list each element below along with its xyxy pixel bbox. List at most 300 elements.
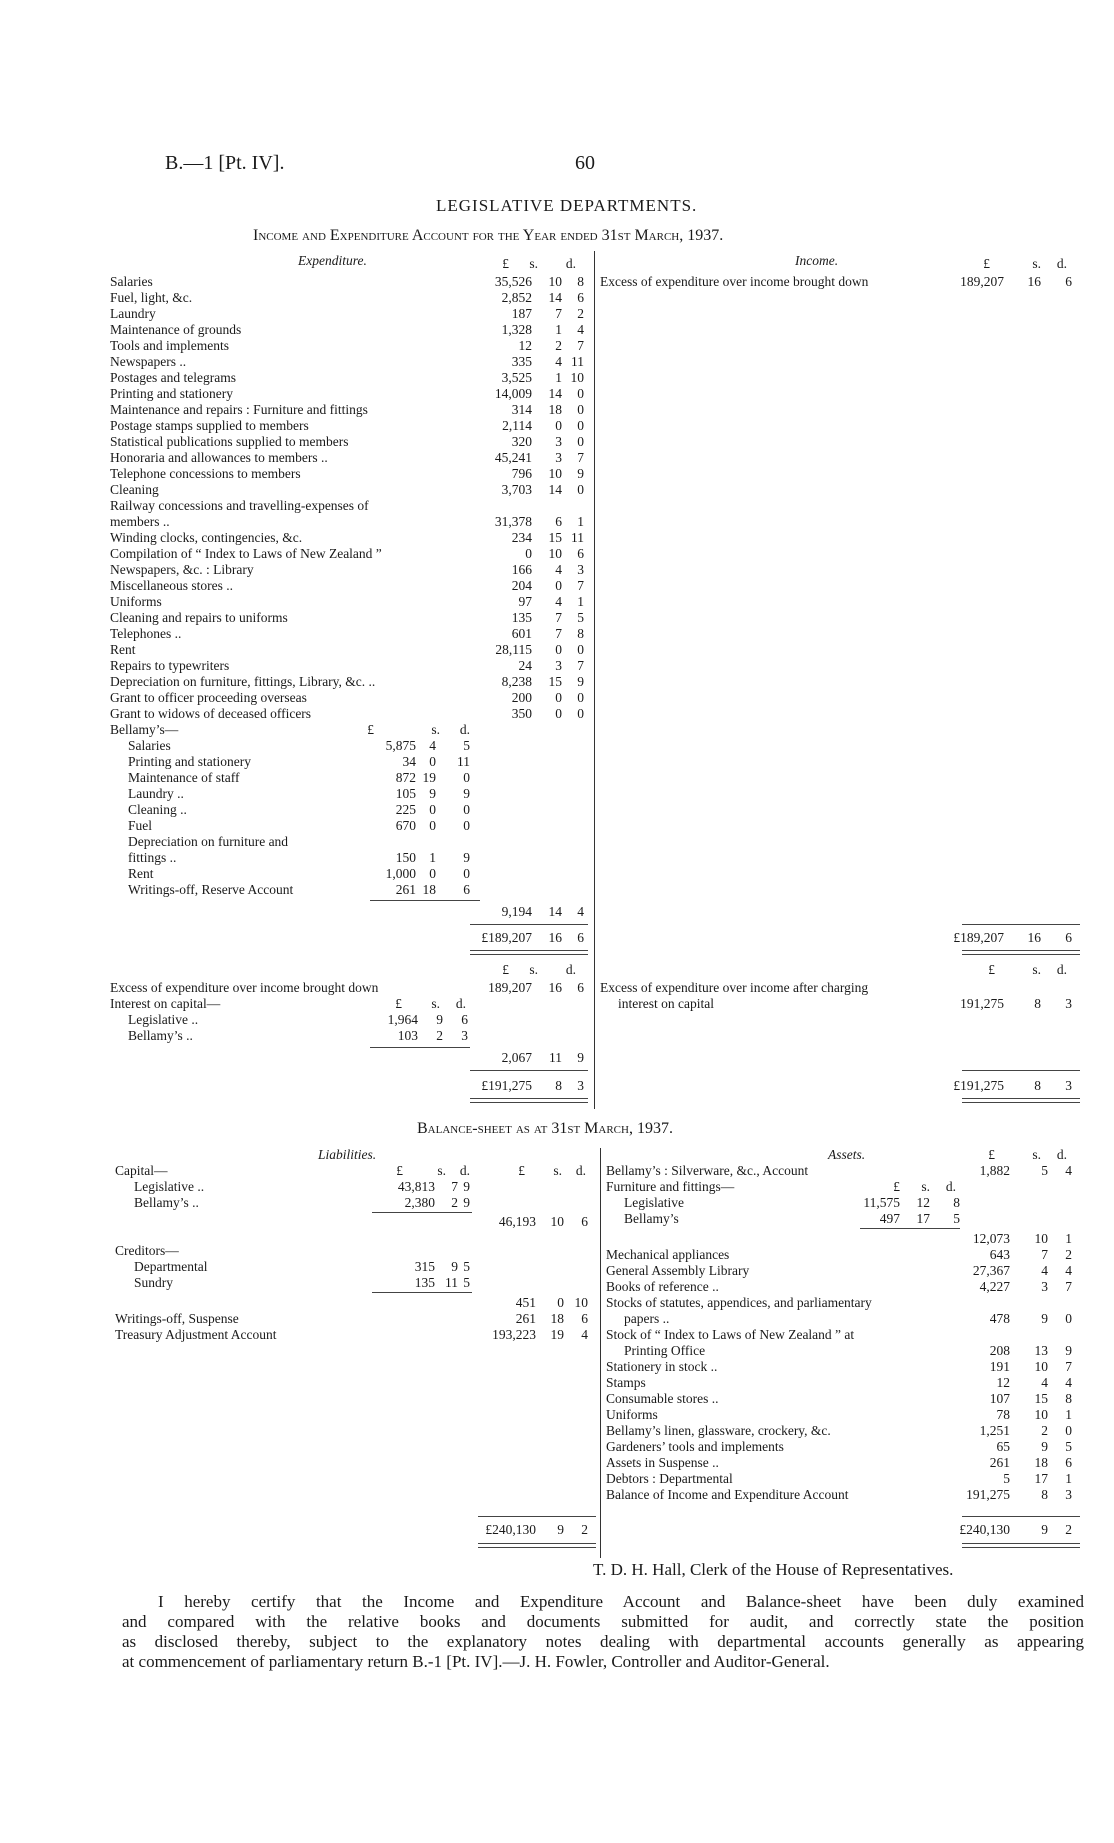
amount-shillings: 2 bbox=[436, 1028, 443, 1043]
row-label: Tools and implements bbox=[110, 338, 230, 353]
amount-shillings: 4 bbox=[555, 594, 562, 609]
amount-shillings: 10 bbox=[548, 274, 562, 289]
amount-pence: 11 bbox=[571, 354, 584, 369]
amount-shillings: 2 bbox=[555, 338, 562, 353]
amount-pounds: 166 bbox=[511, 562, 532, 577]
row-label: Excess of expenditure over income brought down bbox=[110, 980, 379, 995]
heading-pound: £ bbox=[502, 962, 509, 977]
row-label: Telephones .. bbox=[110, 626, 182, 641]
row-label: Legislative .. bbox=[128, 1012, 199, 1027]
expenditure-row bbox=[0, 386, 1114, 402]
amount-pounds: 478 bbox=[989, 1311, 1010, 1326]
row-label: Postages and telegrams bbox=[110, 370, 236, 385]
amount-pounds: 193,223 bbox=[492, 1327, 536, 1342]
bellamys-row bbox=[0, 786, 1114, 802]
expenditure-row bbox=[0, 482, 1114, 498]
amount-pounds: 225 bbox=[395, 802, 416, 817]
amount-shillings: 10 bbox=[548, 466, 562, 481]
certificate-line: and compared with the relative books and documents submitted for audit, and correctly state the position bbox=[122, 1612, 1084, 1631]
amount-pence: 5 bbox=[1065, 1439, 1072, 1454]
expenditure-row bbox=[0, 466, 1114, 482]
amount-pence: 6 bbox=[461, 1012, 468, 1027]
amount-shillings: 16 bbox=[548, 980, 562, 995]
income-total bbox=[0, 930, 1114, 946]
income-heading: Income. bbox=[795, 253, 839, 268]
furniture-row bbox=[0, 1195, 1114, 1211]
row-label: Legislative .. bbox=[134, 1179, 205, 1194]
amount-pounds: 135 bbox=[414, 1275, 435, 1290]
expenditure-row bbox=[0, 498, 1114, 514]
row-label: Winding clocks, contingencies, &c. bbox=[110, 530, 303, 545]
asset-row bbox=[0, 1263, 1114, 1279]
heading-pound: £ bbox=[502, 256, 509, 271]
amount-pence: 6 bbox=[463, 882, 470, 897]
amount-shillings: 0 bbox=[429, 818, 436, 833]
amount-pence: 4 bbox=[1065, 1375, 1072, 1390]
amount-pence: 6 bbox=[1065, 1455, 1072, 1470]
asset-row bbox=[0, 1391, 1114, 1407]
row-label: Laundry bbox=[110, 306, 156, 321]
row-label: papers .. bbox=[624, 1311, 670, 1326]
amount-shillings: 14 bbox=[548, 904, 562, 919]
expenditure-row bbox=[0, 578, 1114, 594]
amount-pounds: £240,130 bbox=[485, 1522, 536, 1537]
amount-pence: 4 bbox=[577, 322, 584, 337]
amount-pence: 0 bbox=[463, 818, 470, 833]
amount-pounds: 2,380 bbox=[404, 1195, 435, 1210]
amount-pence: 9 bbox=[577, 1050, 584, 1065]
row-label: Compilation of “ Index to Laws of New Zealand ” bbox=[110, 546, 382, 561]
row-label: members .. bbox=[110, 514, 170, 529]
heading-d: d. bbox=[459, 1163, 470, 1178]
bellamys-row bbox=[0, 754, 1114, 770]
amount-pence: 9 bbox=[577, 674, 584, 689]
amount-pounds: £191,275 bbox=[953, 1078, 1004, 1093]
heading-d: d. bbox=[1056, 256, 1067, 271]
interest-row bbox=[0, 1028, 1114, 1044]
amount-pounds: 12 bbox=[996, 1375, 1010, 1390]
amount-pence: 0 bbox=[577, 434, 584, 449]
row-label: Salaries bbox=[110, 274, 153, 289]
amount-shillings: 3 bbox=[555, 434, 562, 449]
row-label: Honoraria and allowances to members .. bbox=[110, 450, 328, 465]
amount-shillings: 2 bbox=[1041, 1423, 1048, 1438]
row-label: Newspapers .. bbox=[110, 354, 187, 369]
asset-row bbox=[0, 1455, 1114, 1471]
heading-d: d. bbox=[575, 1163, 586, 1178]
amount-pounds: 204 bbox=[511, 578, 532, 593]
amount-shillings: 3 bbox=[555, 658, 562, 673]
second-left-total-rule bbox=[470, 1070, 588, 1071]
row-label: Legislative bbox=[624, 1195, 684, 1210]
heading-s: s. bbox=[437, 1163, 446, 1178]
second-right-double-rule bbox=[962, 1098, 1080, 1103]
row-label: Depreciation on furniture and bbox=[128, 834, 289, 849]
furniture-total-row bbox=[0, 1231, 1114, 1247]
page-title: LEGISLATIVE DEPARTMENTS. bbox=[436, 196, 698, 215]
amount-pounds: 1,251 bbox=[979, 1423, 1010, 1438]
amount-shillings: 18 bbox=[1034, 1455, 1048, 1470]
amount-shillings: 9 bbox=[1041, 1522, 1048, 1537]
amount-shillings: 18 bbox=[422, 882, 436, 897]
heading-s: s. bbox=[1032, 1147, 1041, 1162]
bellamys-row bbox=[0, 882, 1114, 898]
row-label: Books of reference .. bbox=[606, 1279, 719, 1294]
amount-pounds: 11,575 bbox=[863, 1195, 900, 1210]
amount-shillings: 8 bbox=[1034, 1078, 1041, 1093]
amount-pence: 0 bbox=[1065, 1311, 1072, 1326]
row-label: Writings-off, Reserve Account bbox=[128, 882, 294, 897]
amount-pounds: 8,238 bbox=[501, 674, 532, 689]
heading-s: s. bbox=[431, 996, 440, 1011]
amount-shillings: 4 bbox=[1041, 1375, 1048, 1390]
amount-shillings: 8 bbox=[555, 1078, 562, 1093]
amount-pence: 10 bbox=[570, 370, 584, 385]
heading-d: d. bbox=[565, 256, 576, 271]
amount-pence: 9 bbox=[463, 1179, 470, 1194]
amount-pence: 0 bbox=[577, 706, 584, 721]
amount-pounds: 350 bbox=[511, 706, 532, 721]
second-right-headings bbox=[0, 962, 1114, 978]
row-label: Printing and stationery bbox=[110, 386, 233, 401]
bellamys-total-row bbox=[0, 904, 1114, 920]
assets-main-headings bbox=[0, 1147, 1114, 1163]
amount-shillings: 7 bbox=[451, 1179, 458, 1194]
asset-row bbox=[0, 1279, 1114, 1295]
auditor-certificate bbox=[122, 1592, 1084, 1672]
amount-shillings: 19 bbox=[422, 770, 436, 785]
amount-shillings: 16 bbox=[1027, 930, 1041, 945]
asset-row bbox=[0, 1295, 1114, 1311]
heading-d: d. bbox=[1056, 1147, 1067, 1162]
amount-pounds: 24 bbox=[518, 658, 532, 673]
amount-pounds: 314 bbox=[511, 402, 532, 417]
amount-shillings: 9 bbox=[451, 1259, 458, 1274]
amount-pence: 0 bbox=[463, 802, 470, 817]
amount-shillings: 0 bbox=[429, 866, 436, 881]
amount-shillings: 4 bbox=[429, 738, 436, 753]
amount-pounds: 43,813 bbox=[397, 1179, 435, 1194]
expenditure-row bbox=[0, 514, 1114, 530]
expenditure-row bbox=[0, 674, 1114, 690]
income-expenditure-subtitle: Income and Expenditure Account for the Year ended 31st March, 1937. bbox=[253, 227, 724, 244]
expenditure-row bbox=[0, 402, 1114, 418]
row-label: Balance of Income and Expenditure Account bbox=[606, 1487, 849, 1502]
asset-row bbox=[0, 1327, 1114, 1343]
amount-shillings: 17 bbox=[916, 1211, 930, 1226]
amount-pounds: 335 bbox=[511, 354, 532, 369]
amount-pounds: 150 bbox=[395, 850, 416, 865]
amount-shillings: 9 bbox=[436, 1012, 443, 1027]
amount-shillings: 7 bbox=[1041, 1247, 1048, 1262]
row-label: Printing Office bbox=[624, 1343, 706, 1358]
row-label: Treasury Adjustment Account bbox=[115, 1327, 277, 1342]
expenditure-row bbox=[0, 642, 1114, 658]
amount-pounds: 189,207 bbox=[960, 274, 1004, 289]
amount-pounds: 187 bbox=[511, 306, 532, 321]
amount-pounds: 105 bbox=[395, 786, 416, 801]
row-label: Railway concessions and travelling-expenses of bbox=[110, 498, 369, 513]
expenditure-row bbox=[0, 530, 1114, 546]
asset-row bbox=[0, 1487, 1114, 1503]
amount-pounds: 3,703 bbox=[501, 482, 532, 497]
row-label: Bellamy’s linen, glassware, crockery, &c. bbox=[606, 1423, 831, 1438]
row-label: Uniforms bbox=[606, 1407, 658, 1422]
row-label: Furniture and fittings— bbox=[606, 1179, 735, 1194]
amount-pence: 7 bbox=[577, 450, 584, 465]
asset-row bbox=[0, 1471, 1114, 1487]
amount-pounds: 191,275 bbox=[960, 996, 1004, 1011]
amount-pence: 5 bbox=[953, 1211, 960, 1226]
row-label: Grant to officer proceeding overseas bbox=[110, 690, 307, 705]
amount-pence: 0 bbox=[1065, 1423, 1072, 1438]
amount-pounds: 643 bbox=[989, 1247, 1010, 1262]
amount-pounds: 601 bbox=[511, 626, 532, 641]
amount-pence: 8 bbox=[953, 1195, 960, 1210]
amount-pence: 6 bbox=[577, 546, 584, 561]
amount-shillings: 19 bbox=[550, 1327, 564, 1342]
amount-pounds: £191,275 bbox=[481, 1078, 532, 1093]
expenditure-row bbox=[0, 658, 1114, 674]
row-label: Bellamy’s : Silverware, &c., Account bbox=[606, 1163, 809, 1178]
expenditure-row bbox=[0, 354, 1114, 370]
amount-pounds: 234 bbox=[511, 530, 532, 545]
row-label: Rent bbox=[128, 866, 154, 881]
row-label: Bellamy’s .. bbox=[134, 1195, 199, 1210]
amount-pounds: 12,073 bbox=[972, 1231, 1010, 1246]
row-label: Debtors : Departmental bbox=[606, 1471, 733, 1486]
certificate-line: I hereby certify that the Income and Expenditure Account and Balance-sheet have been duly examined bbox=[158, 1592, 1084, 1611]
expenditure-row bbox=[0, 418, 1114, 434]
row-label: Cleaning .. bbox=[128, 802, 187, 817]
row-label: Writings-off, Suspense bbox=[115, 1311, 239, 1326]
row-label: Newspapers, &c. : Library bbox=[110, 562, 254, 577]
amount-pence: 6 bbox=[581, 1311, 588, 1326]
amount-shillings: 0 bbox=[429, 802, 436, 817]
amount-pounds: £189,207 bbox=[481, 930, 532, 945]
bellamys-row bbox=[0, 850, 1114, 866]
amount-pence: 0 bbox=[577, 482, 584, 497]
row-label: Consumable stores .. bbox=[606, 1391, 719, 1406]
heading-d: d. bbox=[1056, 962, 1067, 977]
amount-pounds: 189,207 bbox=[488, 980, 532, 995]
amount-pounds: 1,964 bbox=[387, 1012, 418, 1027]
amount-pence: 4 bbox=[1065, 1263, 1072, 1278]
amount-shillings: 0 bbox=[557, 1295, 564, 1310]
amount-shillings: 1 bbox=[429, 850, 436, 865]
amount-shillings: 6 bbox=[555, 514, 562, 529]
row-label: Printing and stationery bbox=[128, 754, 251, 769]
amount-pence: 7 bbox=[577, 658, 584, 673]
heading-s: s. bbox=[1032, 962, 1041, 977]
expenditure-row bbox=[0, 562, 1114, 578]
amount-pence: 0 bbox=[463, 770, 470, 785]
amount-pence: 0 bbox=[577, 402, 584, 417]
amount-shillings: 7 bbox=[555, 610, 562, 625]
expenditure-row bbox=[0, 610, 1114, 626]
amount-pounds: 2,852 bbox=[501, 290, 532, 305]
amount-pounds: 107 bbox=[989, 1391, 1010, 1406]
amount-shillings: 14 bbox=[548, 482, 562, 497]
heading-pound: £ bbox=[983, 256, 990, 271]
amount-shillings: 2 bbox=[451, 1195, 458, 1210]
second-left-double-rule bbox=[470, 1098, 588, 1103]
amount-shillings: 7 bbox=[555, 306, 562, 321]
row-label: Bellamy’s bbox=[624, 1211, 679, 1226]
amount-pounds: 12 bbox=[518, 338, 532, 353]
income-total-double-rule bbox=[962, 950, 1080, 955]
row-label: Capital— bbox=[115, 1163, 168, 1178]
heading-d: d. bbox=[455, 996, 466, 1011]
amount-shillings: 3 bbox=[555, 450, 562, 465]
amount-pence: 9 bbox=[577, 466, 584, 481]
income-row bbox=[0, 274, 1114, 290]
asset-row bbox=[0, 1163, 1114, 1179]
amount-pounds: 451 bbox=[515, 1295, 536, 1310]
amount-pence: 0 bbox=[463, 866, 470, 881]
expenditure-row bbox=[0, 690, 1114, 706]
bellamys-currency-headings bbox=[0, 722, 1114, 738]
amount-pence: 0 bbox=[577, 690, 584, 705]
certificate-line: at commencement of parliamentary return B.-1 [Pt. IV].—J. H. Fowler, Controller and Auditor-General. bbox=[122, 1652, 830, 1671]
assets-double-rule bbox=[962, 1543, 1080, 1548]
amount-shillings: 16 bbox=[548, 930, 562, 945]
amount-pence: 6 bbox=[1065, 930, 1072, 945]
row-label: fittings .. bbox=[128, 850, 177, 865]
expenditure-total-double-rule bbox=[470, 950, 588, 955]
amount-shillings: 1 bbox=[555, 322, 562, 337]
liabilities-double-rule bbox=[478, 1543, 596, 1548]
amount-shillings: 0 bbox=[555, 642, 562, 657]
heading-s: s. bbox=[1032, 256, 1041, 271]
amount-shillings: 10 bbox=[1034, 1231, 1048, 1246]
amount-pence: 3 bbox=[577, 1078, 584, 1093]
row-label: Assets in Suspense .. bbox=[606, 1455, 719, 1470]
amount-shillings: 10 bbox=[1034, 1407, 1048, 1422]
asset-row bbox=[0, 1311, 1114, 1327]
heading-pound: £ bbox=[395, 996, 402, 1011]
row-label: Grant to widows of deceased officers bbox=[110, 706, 312, 721]
amount-pounds: 315 bbox=[414, 1259, 435, 1274]
income-total-rule bbox=[962, 924, 1080, 925]
row-label: Mechanical appliances bbox=[606, 1247, 730, 1262]
amount-pounds: 191,275 bbox=[966, 1487, 1010, 1502]
amount-pounds: 2,067 bbox=[501, 1050, 532, 1065]
amount-pounds: 135 bbox=[511, 610, 532, 625]
amount-pounds: 34 bbox=[402, 754, 416, 769]
expenditure-row bbox=[0, 370, 1114, 386]
heading-s: s. bbox=[553, 1163, 562, 1178]
expenditure-row bbox=[0, 594, 1114, 610]
amount-shillings: 10 bbox=[548, 546, 562, 561]
row-label: Fuel, light, &c. bbox=[110, 290, 193, 305]
amount-pounds: 208 bbox=[989, 1343, 1010, 1358]
expenditure-row bbox=[0, 322, 1114, 338]
amount-pounds: 261 bbox=[395, 882, 416, 897]
amount-pence: 1 bbox=[1065, 1471, 1072, 1486]
amount-pence: 2 bbox=[581, 1522, 588, 1537]
amount-pounds: 191 bbox=[989, 1359, 1010, 1374]
amount-pence: 3 bbox=[1065, 996, 1072, 1011]
row-label: interest on capital bbox=[618, 996, 714, 1011]
heading-pound: £ bbox=[518, 1163, 525, 1178]
amount-pence: 7 bbox=[577, 338, 584, 353]
amount-pence: 5 bbox=[577, 610, 584, 625]
row-label: Bellamy’s— bbox=[110, 722, 179, 737]
expenditure-heading: Expenditure. bbox=[298, 253, 367, 268]
row-label: Stationery in stock .. bbox=[606, 1359, 718, 1374]
row-label: Interest on capital— bbox=[110, 996, 221, 1011]
amount-shillings: 15 bbox=[548, 530, 562, 545]
amount-pence: 6 bbox=[1065, 274, 1072, 289]
heading-s: s. bbox=[529, 256, 538, 271]
amount-pence: 4 bbox=[581, 1327, 588, 1342]
amount-pounds: 14,009 bbox=[494, 386, 532, 401]
amount-pence: 4 bbox=[577, 904, 584, 919]
amount-shillings: 8 bbox=[1034, 996, 1041, 1011]
amount-pounds: 103 bbox=[397, 1028, 418, 1043]
bellamys-subtotal-rule bbox=[370, 900, 480, 901]
amount-pence: 8 bbox=[577, 626, 584, 641]
expenditure-row bbox=[0, 338, 1114, 354]
amount-pence: 11 bbox=[457, 754, 470, 769]
amount-pence: 3 bbox=[461, 1028, 468, 1043]
asset-row bbox=[0, 1375, 1114, 1391]
amount-pounds: 1,328 bbox=[501, 322, 532, 337]
amount-pounds: 320 bbox=[511, 434, 532, 449]
row-label: Excess of expenditure over income after charging bbox=[600, 980, 869, 995]
amount-pence: 9 bbox=[1065, 1343, 1072, 1358]
second-right-row bbox=[0, 996, 1114, 1012]
amount-pounds: £240,130 bbox=[959, 1522, 1010, 1537]
amount-pence: 7 bbox=[577, 578, 584, 593]
row-label: Uniforms bbox=[110, 594, 162, 609]
row-label: Maintenance of grounds bbox=[110, 322, 242, 337]
amount-shillings: 11 bbox=[549, 1050, 562, 1065]
expenditure-row bbox=[0, 706, 1114, 722]
amount-shillings: 18 bbox=[550, 1311, 564, 1326]
row-label: Bellamy’s .. bbox=[128, 1028, 193, 1043]
row-label: Telephone concessions to members bbox=[110, 466, 301, 481]
amount-pounds: 497 bbox=[879, 1211, 900, 1226]
amount-pounds: 3,525 bbox=[501, 370, 532, 385]
row-label: Rent bbox=[110, 642, 136, 657]
expenditure-row bbox=[0, 626, 1114, 642]
amount-pounds: 45,241 bbox=[494, 450, 532, 465]
asset-row bbox=[0, 1343, 1114, 1359]
amount-shillings: 4 bbox=[555, 562, 562, 577]
amount-pence: 6 bbox=[581, 1214, 588, 1229]
heading-pound: £ bbox=[893, 1179, 900, 1194]
amount-pence: 8 bbox=[577, 274, 584, 289]
row-label: Fuel bbox=[128, 818, 153, 833]
heading-s: s. bbox=[921, 1179, 930, 1194]
heading-pound: £ bbox=[988, 962, 995, 977]
amount-pence: 1 bbox=[1065, 1407, 1072, 1422]
amount-shillings: 12 bbox=[916, 1195, 930, 1210]
second-right-total-rule bbox=[962, 1070, 1080, 1071]
bellamys-row bbox=[0, 866, 1114, 882]
amount-shillings: 7 bbox=[555, 626, 562, 641]
amount-pounds: 28,115 bbox=[495, 642, 532, 657]
bellamys-row bbox=[0, 738, 1114, 754]
amount-pence: 7 bbox=[1065, 1359, 1072, 1374]
amount-shillings: 15 bbox=[1034, 1391, 1048, 1406]
amount-pence: 3 bbox=[577, 562, 584, 577]
interest-row bbox=[0, 1012, 1114, 1028]
heading-s: s. bbox=[529, 962, 538, 977]
amount-pence: 11 bbox=[571, 530, 584, 545]
